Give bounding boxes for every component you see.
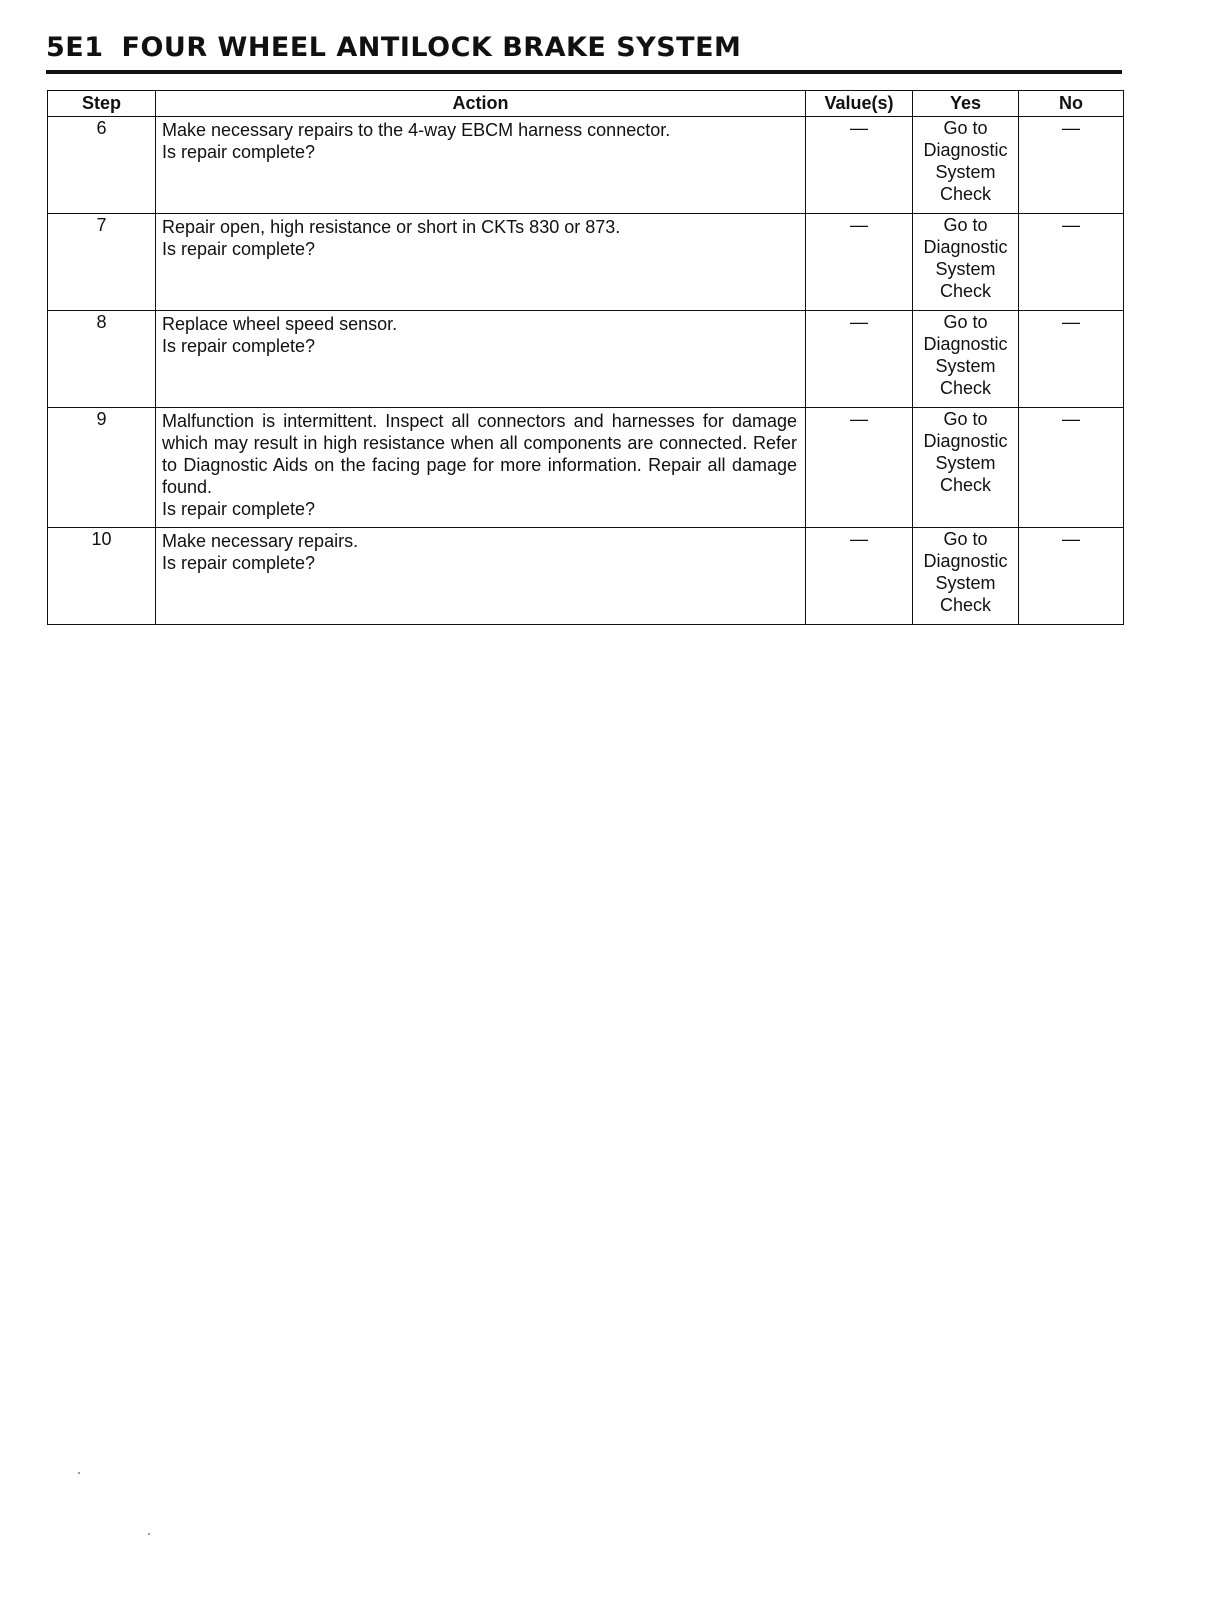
step-number: 6	[48, 117, 156, 214]
yes-line: Check	[939, 378, 992, 398]
yes-cell	[913, 408, 1019, 528]
scan-speck	[148, 1533, 150, 1535]
action-cell	[156, 408, 806, 528]
yes-line: Diagnostic	[923, 551, 1008, 571]
yes-line: Go to	[943, 118, 988, 138]
yes-cell	[913, 214, 1019, 311]
yes-line: Diagnostic	[923, 431, 1008, 451]
action-cell	[156, 117, 806, 214]
section-number: 5E1	[46, 32, 104, 63]
diagnostic-table	[47, 90, 1124, 625]
table-header-row	[48, 91, 1124, 117]
yes-line: System	[935, 162, 996, 182]
no-cell: —	[1019, 117, 1124, 214]
action-text: Malfunction is intermittent. Inspect all connectors and harnesses for damage which may result in high resistance when all components are connected. Refer to Diagnostic Aids on the facing page for more information. Repair all damage found.	[162, 411, 797, 497]
yes-line: System	[935, 356, 996, 376]
yes-line: Diagnostic	[923, 140, 1008, 160]
action-question: Is repair complete?	[162, 499, 316, 519]
yes-line: Go to	[943, 529, 988, 549]
yes-line: Diagnostic	[923, 237, 1008, 257]
table-row	[48, 408, 1124, 528]
no-cell: —	[1019, 311, 1124, 408]
table-row	[48, 214, 1124, 311]
no-cell: —	[1019, 528, 1124, 625]
column-header-no: No	[1019, 91, 1124, 117]
yes-line: Check	[939, 595, 992, 615]
column-header-yes: Yes	[913, 91, 1019, 117]
page-title	[46, 32, 741, 63]
yes-line: Go to	[943, 215, 988, 235]
action-cell	[156, 214, 806, 311]
value-cell: —	[806, 311, 913, 408]
yes-line: System	[935, 453, 996, 473]
column-header-step: Step	[48, 91, 156, 117]
action-text: Make necessary repairs.	[162, 531, 359, 551]
value-cell: —	[806, 214, 913, 311]
no-cell: —	[1019, 408, 1124, 528]
page-header	[46, 30, 1122, 74]
action-question: Is repair complete?	[162, 239, 316, 259]
value-cell: —	[806, 408, 913, 528]
table-row	[48, 528, 1124, 625]
yes-line: Check	[939, 475, 992, 495]
yes-line: System	[935, 573, 996, 593]
step-number: 9	[48, 408, 156, 528]
value-cell: —	[806, 117, 913, 214]
action-text: Replace wheel speed sensor.	[162, 314, 398, 334]
section-title: FOUR WHEEL ANTILOCK BRAKE SYSTEM	[121, 32, 742, 63]
yes-line: Check	[939, 281, 992, 301]
scan-speck	[78, 1472, 80, 1474]
action-question: Is repair complete?	[162, 142, 316, 162]
step-number: 10	[48, 528, 156, 625]
action-cell	[156, 528, 806, 625]
step-number: 7	[48, 214, 156, 311]
no-cell: —	[1019, 214, 1124, 311]
table-row	[48, 117, 1124, 214]
column-header-action: Action	[156, 91, 806, 117]
value-cell: —	[806, 528, 913, 625]
action-question: Is repair complete?	[162, 553, 316, 573]
yes-cell	[913, 117, 1019, 214]
yes-cell	[913, 311, 1019, 408]
step-number: 8	[48, 311, 156, 408]
yes-line: System	[935, 259, 996, 279]
action-text: Make necessary repairs to the 4-way EBCM harness connector.	[162, 120, 671, 140]
yes-cell	[913, 528, 1019, 625]
yes-line: Diagnostic	[923, 334, 1008, 354]
action-cell	[156, 311, 806, 408]
yes-line: Go to	[943, 409, 988, 429]
table-row	[48, 311, 1124, 408]
yes-line: Go to	[943, 312, 988, 332]
column-header-values: Value(s)	[806, 91, 913, 117]
action-text: Repair open, high resistance or short in CKTs 830 or 873.	[162, 217, 621, 237]
action-question: Is repair complete?	[162, 336, 316, 356]
yes-line: Check	[939, 184, 992, 204]
